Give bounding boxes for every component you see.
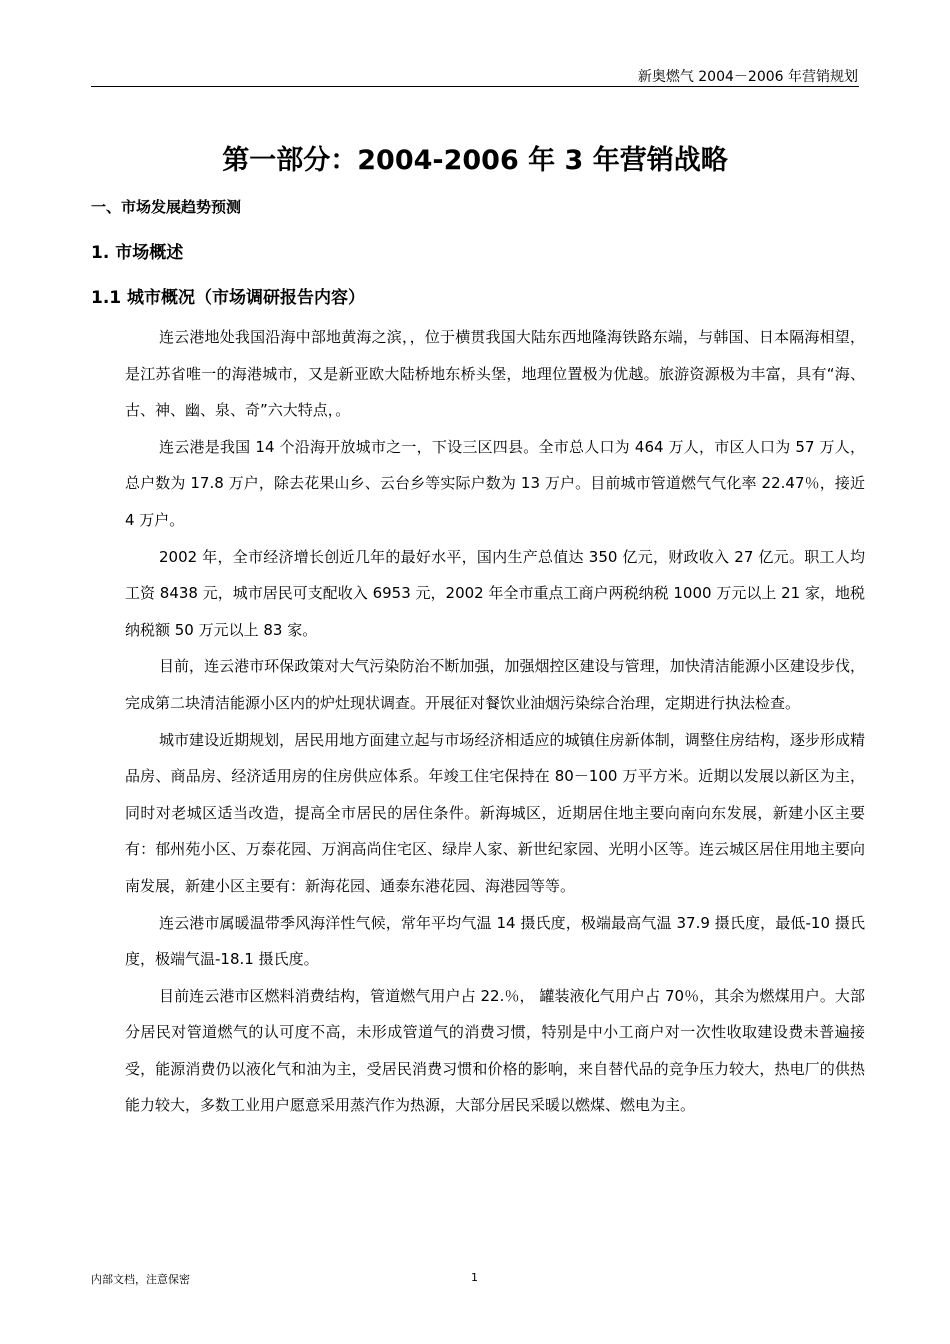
paragraph-climate: 连云港市属暖温带季风海洋性气候，常年平均气温 14 摄氏度，极端最高气温 37.9 摄氏度，最低-10 摄氏度，极端气温-18.1 摄氏度。 — [125, 913, 865, 969]
paragraph-urban-planning: 城市建设近期规划，居民用地方面建立起与市场经济相适应的城镇住房新体制，调整住房结构，逐步形成精品房、商品房、经济适用房的住房供应体系。年竣工住宅保持在 80－100 万平方米。近期以发展以新区为主，同时对老城区适当改造，提高全市居民的居住条件。新海城区，近期居住地主要向南向东发展，新建小区主要有：郁州苑小区、万泰花园、万润高尚住宅区、绿岸人家、新世纪家园、光明小区等。连云城区居住用地主要向南发展，新建小区主要有：新海花园、通泰东港花园、海港园等等。 — [125, 730, 865, 895]
footer-confidential-note: 内部文档，注意保密 — [91, 1273, 190, 1286]
header-divider — [91, 86, 859, 87]
paragraph-environment-policy: 目前，连云港市环保政策对大气污染防治不断加强，加强烟控区建设与管理，加快清洁能源小区建设步伐，完成第二块清洁能源小区内的炉灶现状调查。开展征对餐饮业油烟污染综合治理，定期进行执法检查。 — [125, 657, 865, 712]
paragraph-economy: 2002 年，全市经济增长创近几年的最好水平，国内生产总值达 350 亿元，财政收入 27 亿元。职工人均工资 8438 元，城市居民可支配收入 6953 元，2002 年全市重点工商户两税纳税 1000 万元以上 21 家，地税纳税额 50 万元以上 83 家。 — [125, 547, 865, 639]
document-title: 第一部分：2004-2006 年 3 年营销战略 — [222, 145, 728, 176]
paragraph-fuel-consumption: 目前连云港市区燃料消费结构，管道燃气用户占 22.％， 罐装液化气用户占 70％，其余为燃煤用户。大部分居民对管道燃气的认可度不高，未形成管道气的消费习惯，特别是中小工商户对一次性收取建设费未普遍接受，能源消费仍以液化气和油为主，受居民消费习惯和价格的影响，来自替代品的竞争压力较大，热电厂的供热能力较大，多数工业用户愿意采用蒸汽作为热源，大部分居民采暖以燃煤、燃电为主。 — [125, 986, 865, 1115]
section-heading: 一、市场发展趋势预测 — [91, 198, 242, 216]
heading-city-overview: 1.1 城市概况（市场调研报告内容） — [91, 288, 366, 308]
paragraph-geography: 连云港地处我国沿海中部地黄海之滨，，位于横贯我国大陆东西地隆海铁路东端，与韩国、日本隔海相望，是江苏省唯一的海港城市，又是新亚欧大陆桥地东桥头堡，地理位置极为优越。旅游资源极为丰富，具有“海、古、神、幽、泉、奇”六大特点，。 — [125, 328, 865, 420]
paragraph-population: 连云港是我国 14 个沿海开放城市之一，下设三区四县。全市总人口为 464 万人，市区人口为 57 万人，总户数为 17.8 万户，除去花果山乡、云台乡等实际户数为 13 万户。目前城市管道燃气气化率 22.47％，接近 4 万户。 — [125, 437, 865, 529]
body-text — [125, 319, 865, 1124]
heading-market-overview: 1. 市场概述 — [91, 243, 184, 263]
page-number: 1 — [471, 1271, 478, 1284]
running-header-title: 新奥燃气 2004－2006 年营销规划 — [637, 69, 858, 85]
